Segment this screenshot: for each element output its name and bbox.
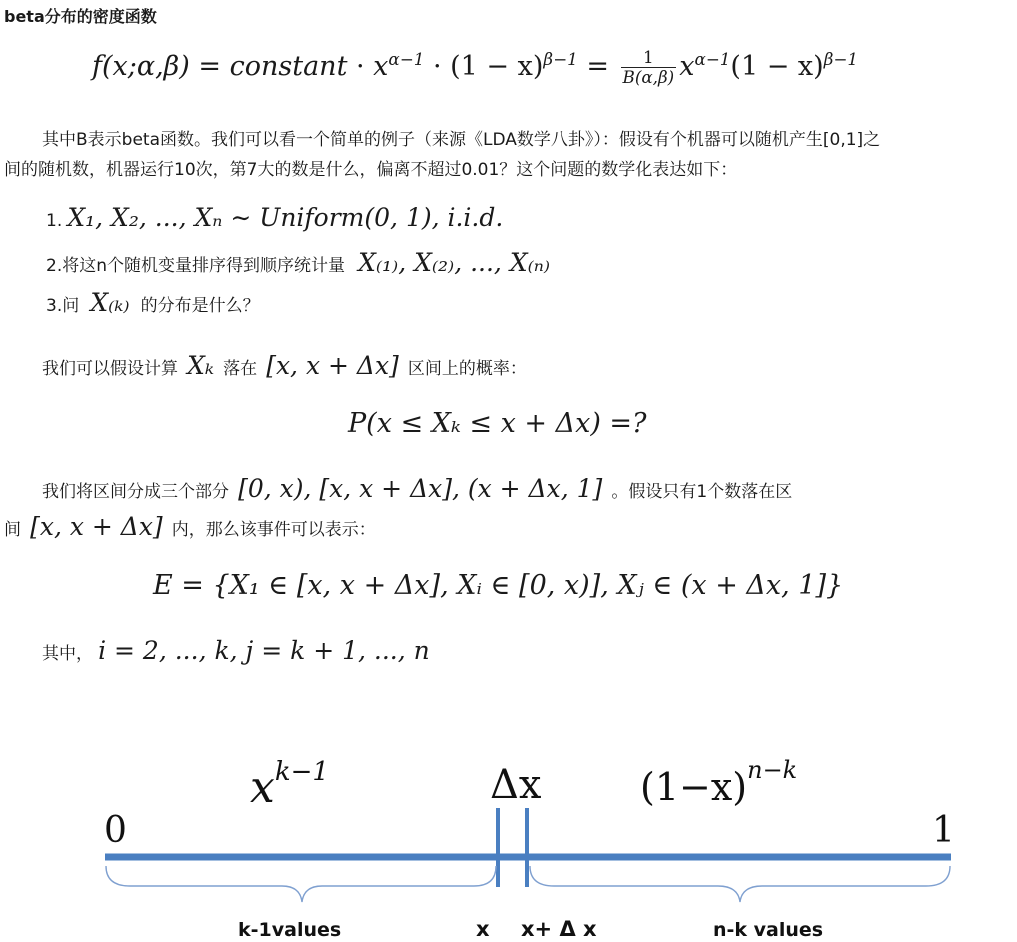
left-brace bbox=[106, 866, 496, 902]
event-formula: E = {X₁ ∈ [x, x + Δx], Xᵢ ∈ [0, x)], Xⱼ ∈ (x + Δx, 1]} bbox=[153, 570, 844, 601]
formula-lhs: f(x;α,β) bbox=[92, 51, 190, 83]
diagram-label-delta-x: Δx bbox=[490, 762, 542, 808]
split-intervals: [0, x), [x, x + Δx], (x + Δx, 1] bbox=[238, 474, 603, 503]
diagram-label-k-1-values: k-1values bbox=[238, 919, 342, 941]
order-statistic-diagram bbox=[0, 740, 1017, 942]
formula-paren: (1 − x) bbox=[450, 51, 544, 83]
list-item-math: X₍₁₎, X₍₂₎, ..., X₍ₙ₎ bbox=[358, 248, 551, 277]
formula-constant: constant bbox=[229, 51, 348, 83]
list-item bbox=[46, 203, 503, 232]
diagram-label-zero: 0 bbox=[104, 810, 127, 851]
diagram-label-x-exp: $x^{k-1}$ bbox=[250, 757, 329, 813]
page-title: beta分布的密度函数 bbox=[4, 7, 157, 26]
formula-dot: · bbox=[347, 51, 374, 83]
prob-intro-middle: 落在 bbox=[223, 359, 258, 379]
split-sentence-line-2 bbox=[4, 512, 376, 541]
list-item-label: 2.将这n个随机变量排序得到顺序统计量 bbox=[46, 256, 345, 276]
formula-x: x bbox=[679, 51, 695, 83]
prob-intro-prefix: 我们可以假设计算 bbox=[42, 359, 178, 379]
diagram-label-x: x bbox=[476, 917, 490, 941]
split-sentence-line-1 bbox=[42, 474, 792, 503]
probability-intro bbox=[42, 351, 527, 380]
prob-intro-suffix: 区间上的概率： bbox=[407, 359, 527, 379]
where-line bbox=[42, 636, 430, 665]
split-line2-suffix: 内，那么该事件可以表示： bbox=[171, 520, 376, 540]
formula-exp-alpha: α−1 bbox=[694, 49, 731, 70]
formula-equals: = bbox=[189, 51, 230, 83]
list-item-math: X₁, X₂, ..., Xₙ ∼ Uniform(0, 1), i.i.d. bbox=[67, 203, 504, 232]
split-line2-prefix: 间 bbox=[4, 520, 21, 540]
formula-exp-alpha: α−1 bbox=[388, 49, 425, 70]
list-item-math: X₍ₖ₎ bbox=[90, 288, 130, 317]
diagram-label-n-k-values: n-k values bbox=[713, 919, 824, 941]
split-suffix: 。假设只有1个数落在区 bbox=[611, 482, 793, 502]
prob-intro-interval: [x, x + Δx] bbox=[266, 351, 399, 380]
list-item-label: 3.问 bbox=[46, 296, 80, 316]
list-item-suffix: 的分布是什么？ bbox=[140, 296, 260, 316]
list-item bbox=[46, 288, 260, 317]
where-prefix: 其中， bbox=[42, 644, 93, 664]
formula-paren: (1 − x) bbox=[730, 51, 824, 83]
intro-line-1: 其中B表示beta函数。我们可以看一个简单的例子（来源《LDA数学八卦》）：假设有个机器可以随机产生[0,1]之 bbox=[42, 130, 881, 150]
diagram-label-one: 1 bbox=[932, 810, 955, 851]
formula-fraction bbox=[621, 48, 677, 87]
intro-line-2: 间的随机数，机器运行10次，第7大的数是什么，偏离不超过0.01？这个问题的数学化表达如下： bbox=[4, 160, 738, 180]
prob-intro-var: Xₖ bbox=[187, 351, 215, 380]
list-item-number: 1. bbox=[46, 211, 63, 231]
formula-dot: · bbox=[424, 51, 451, 83]
formula-exp-beta: β−1 bbox=[543, 49, 578, 70]
list-item bbox=[46, 248, 550, 277]
fraction-numerator: 1 bbox=[621, 48, 677, 68]
diagram-label-x-plus-delta-x: x+ Δ x bbox=[521, 917, 597, 941]
formula-exp-beta: β−1 bbox=[823, 49, 859, 70]
formula-x: x bbox=[373, 51, 389, 83]
right-brace bbox=[530, 866, 950, 902]
beta-density-formula bbox=[92, 48, 858, 87]
diagram-label-one-minus-x-exp: $(1-x)^{n-k}$ bbox=[640, 756, 798, 809]
split-line2-interval: [x, x + Δx] bbox=[30, 512, 163, 541]
where-math: i = 2, ..., k, j = k + 1, ..., n bbox=[98, 636, 430, 665]
split-prefix: 我们将区间分成三个部分 bbox=[42, 482, 229, 502]
probability-formula: P(x ≤ Xₖ ≤ x + Δx) =? bbox=[348, 408, 647, 439]
formula-equals: = bbox=[577, 51, 618, 83]
fraction-denominator: B(α,β) bbox=[622, 67, 675, 88]
